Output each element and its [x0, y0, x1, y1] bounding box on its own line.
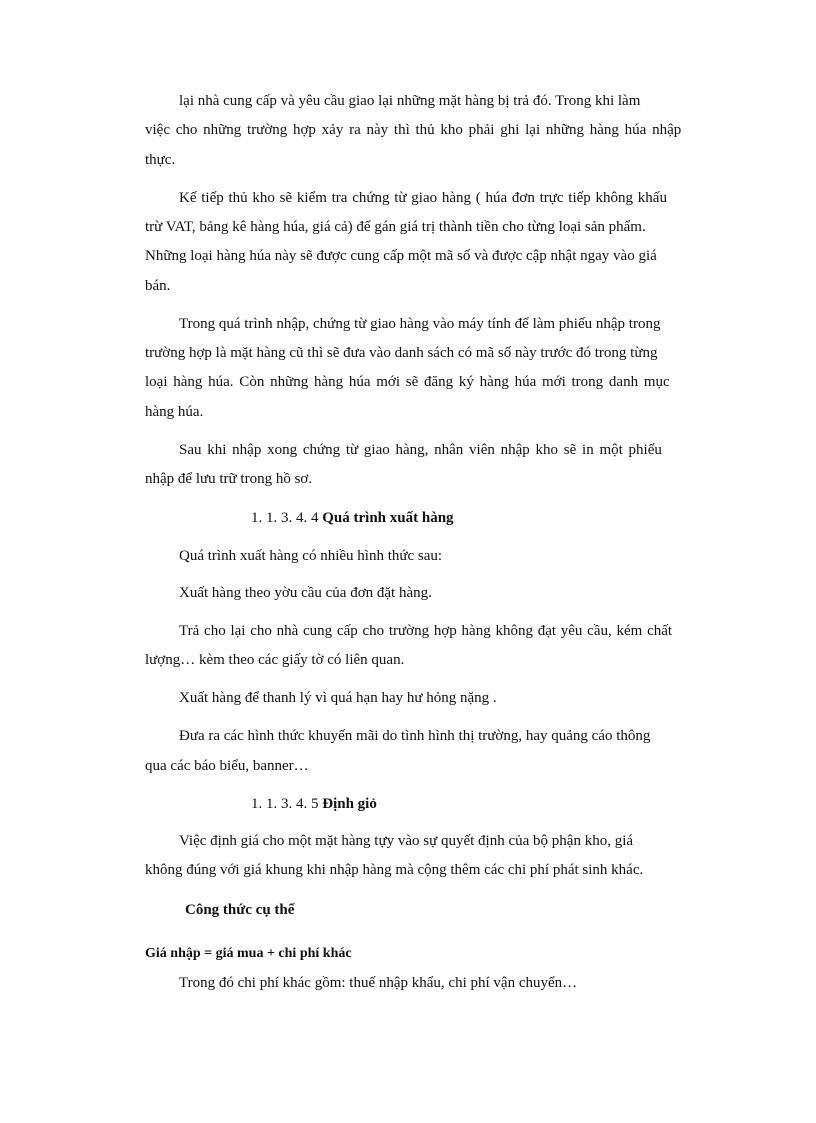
section-heading-export-title: Quá trình xuất hàng	[322, 510, 454, 526]
paragraph-2-line-1: Kế tiếp thủ kho sẽ kiểm tra chứng từ giao hàng ( húa đơn trực tiếp không khấu	[179, 190, 667, 206]
pricing-line-2: không đúng với giá khung khi nhập hàng mà cộng thêm các chi phí phát sinh khác.	[145, 862, 644, 878]
section-heading-export-number: 1. 1. 3. 4. 4	[251, 510, 323, 526]
export-line-6: Đưa ra các hình thức khuyến mãi do tình hình thị trường, hay quảng cáo thông	[179, 728, 651, 744]
export-line-3: Trả cho lại cho nhà cung cấp cho trường hợp hàng không đạt yêu cầu, kém chất	[179, 623, 673, 639]
pricing-line-1: Việc định giá cho một mặt hàng tựy vào sự quyết định của bộ phận kho, giá	[179, 833, 634, 849]
export-line-5: Xuất hàng để thanh lý vì quá hạn hay hư hỏng nặng .	[179, 690, 497, 706]
export-line-1: Quá trình xuất hàng có nhiều hình thức sau:	[179, 548, 443, 564]
paragraph-2-line-3: Những loại hàng húa này sẽ được cung cấp một mã số và được cập nhật ngay vào giá	[145, 248, 657, 264]
section-heading-pricing-title: Định giỏ	[322, 796, 377, 812]
paragraph-1-line-3: thực.	[145, 152, 176, 168]
export-line-7: qua các báo biểu, banner…	[145, 758, 309, 774]
paragraph-4-line-1: Sau khi nhập xong chứng từ giao hàng, nhân viên nhập kho sẽ in một phiếu	[179, 442, 662, 458]
section-heading-export	[251, 509, 454, 527]
paragraph-2-line-4: bán.	[145, 278, 171, 294]
section-heading-pricing-number: 1. 1. 3. 4. 5	[251, 796, 323, 812]
paragraph-1-line-1: lại nhà cung cấp và yêu cầu giao lại những mặt hàng bị trả đó. Trong khi làm	[179, 93, 641, 109]
paragraph-3-line-3: loại hàng húa. Còn những hàng húa mới sẽ đăng ký hàng húa mới trong danh mục	[145, 374, 670, 390]
paragraph-4-line-2: nhập để lưu trữ trong hồ sơ.	[145, 471, 313, 487]
paragraph-3-line-1: Trong quá trình nhập, chứng từ giao hàng vào máy tính để làm phiếu nhập trong	[179, 316, 661, 332]
section-heading-pricing	[251, 795, 377, 813]
paragraph-1-line-2: việc cho những trường hợp xảy ra này thì thủ kho phải ghi lại những hàng húa nhập	[145, 122, 682, 138]
formula-heading: Công thức cụ thể	[185, 902, 295, 918]
export-line-4: lượng… kèm theo các giấy tờ có liên quan.	[145, 652, 405, 668]
paragraph-3-line-2: trường hợp là mặt hàng cũ thì sẽ đưa vào danh sách có mã số này trước đó trong từng	[145, 345, 658, 361]
paragraph-3-line-4: hàng húa.	[145, 404, 204, 420]
export-line-2: Xuất hàng theo yờu cầu của đơn đặt hàng.	[179, 585, 432, 601]
formula-text: Giá nhập = giá mua + chi phí khác	[145, 946, 352, 961]
paragraph-2-line-2: trừ VAT, bảng kê hàng húa, giá cả) để gán giá trị thành tiền cho từng loại sản phẩm.	[145, 219, 646, 235]
formula-note: Trong đó chi phí khác gồm: thuế nhập khẩu, chi phí vận chuyển…	[179, 975, 578, 991]
